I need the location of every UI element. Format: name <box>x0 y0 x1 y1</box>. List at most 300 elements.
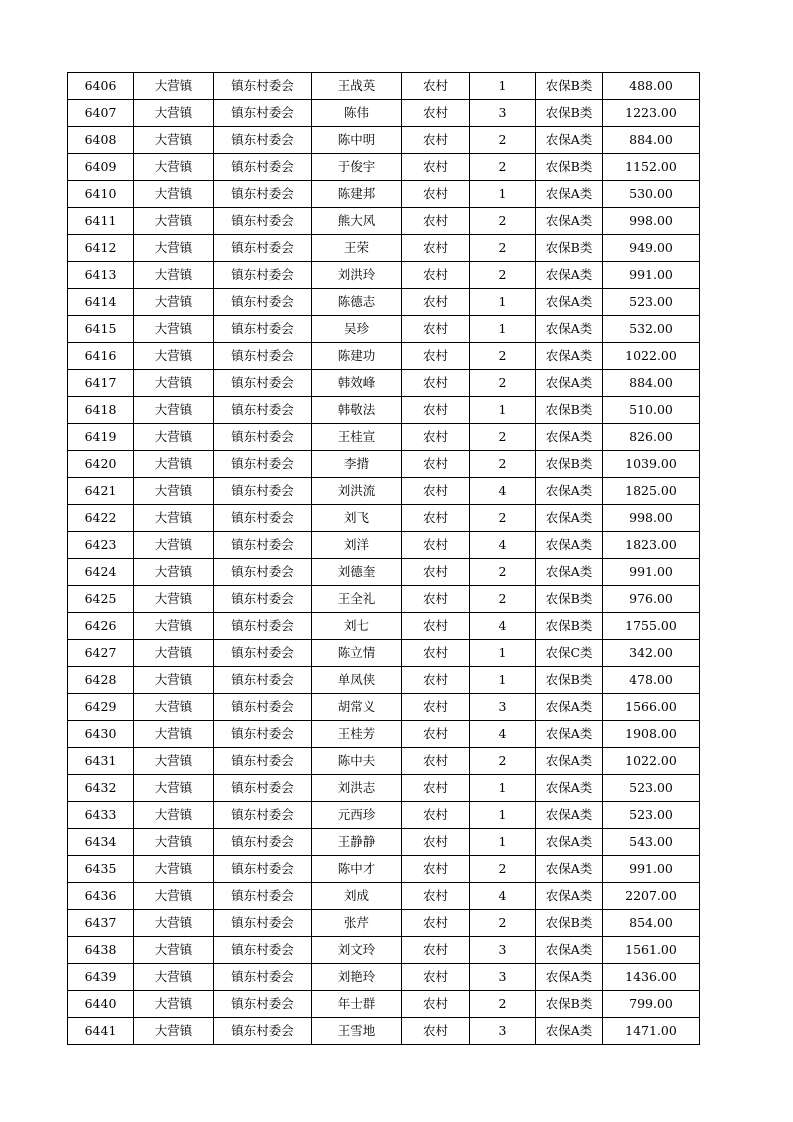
table-row <box>68 424 700 451</box>
area-type-cell: 农村 <box>402 991 470 1018</box>
area-type-cell: 农村 <box>402 289 470 316</box>
name-cell: 陈中才 <box>312 856 402 883</box>
table-row <box>68 964 700 991</box>
record-id-cell: 6406 <box>68 73 134 100</box>
record-id-cell: 6432 <box>68 775 134 802</box>
amount-cell: 854.00 <box>603 910 700 937</box>
household-count-cell: 2 <box>470 262 536 289</box>
name-cell: 陈建邦 <box>312 181 402 208</box>
amount-cell: 1566.00 <box>603 694 700 721</box>
town-cell: 大营镇 <box>134 478 214 505</box>
name-cell: 刘洪流 <box>312 478 402 505</box>
record-id-cell: 6409 <box>68 154 134 181</box>
amount-cell: 1471.00 <box>603 1018 700 1045</box>
household-count-cell: 2 <box>470 856 536 883</box>
name-cell: 单凤侠 <box>312 667 402 694</box>
category-cell: 农保B类 <box>536 586 603 613</box>
record-id-cell: 6426 <box>68 613 134 640</box>
town-cell: 大营镇 <box>134 748 214 775</box>
area-type-cell: 农村 <box>402 937 470 964</box>
town-cell: 大营镇 <box>134 262 214 289</box>
area-type-cell: 农村 <box>402 532 470 559</box>
town-cell: 大营镇 <box>134 532 214 559</box>
category-cell: 农保B类 <box>536 397 603 424</box>
household-count-cell: 3 <box>470 964 536 991</box>
household-count-cell: 1 <box>470 775 536 802</box>
town-cell: 大营镇 <box>134 937 214 964</box>
town-cell: 大营镇 <box>134 775 214 802</box>
table-row <box>68 991 700 1018</box>
amount-cell: 523.00 <box>603 802 700 829</box>
amount-cell: 1561.00 <box>603 937 700 964</box>
village-committee-cell: 镇东村委会 <box>214 1018 312 1045</box>
category-cell: 农保A类 <box>536 856 603 883</box>
table-row <box>68 127 700 154</box>
town-cell: 大营镇 <box>134 451 214 478</box>
household-count-cell: 2 <box>470 208 536 235</box>
town-cell: 大营镇 <box>134 208 214 235</box>
area-type-cell: 农村 <box>402 181 470 208</box>
category-cell: 农保A类 <box>536 775 603 802</box>
name-cell: 刘洪玲 <box>312 262 402 289</box>
area-type-cell: 农村 <box>402 451 470 478</box>
village-committee-cell: 镇东村委会 <box>214 910 312 937</box>
category-cell: 农保B类 <box>536 73 603 100</box>
town-cell: 大营镇 <box>134 397 214 424</box>
village-committee-cell: 镇东村委会 <box>214 559 312 586</box>
record-id-cell: 6416 <box>68 343 134 370</box>
area-type-cell: 农村 <box>402 802 470 829</box>
table-row <box>68 856 700 883</box>
name-cell: 王荣 <box>312 235 402 262</box>
name-cell: 元西珍 <box>312 802 402 829</box>
amount-cell: 523.00 <box>603 289 700 316</box>
household-count-cell: 2 <box>470 343 536 370</box>
town-cell: 大营镇 <box>134 154 214 181</box>
category-cell: 农保B类 <box>536 154 603 181</box>
village-committee-cell: 镇东村委会 <box>214 316 312 343</box>
area-type-cell: 农村 <box>402 586 470 613</box>
amount-cell: 998.00 <box>603 505 700 532</box>
household-count-cell: 3 <box>470 937 536 964</box>
town-cell: 大营镇 <box>134 640 214 667</box>
amount-cell: 1022.00 <box>603 748 700 775</box>
table-row <box>68 316 700 343</box>
household-count-cell: 2 <box>470 451 536 478</box>
table-row <box>68 667 700 694</box>
category-cell: 农保B类 <box>536 235 603 262</box>
record-id-cell: 6415 <box>68 316 134 343</box>
name-cell: 王全礼 <box>312 586 402 613</box>
town-cell: 大营镇 <box>134 235 214 262</box>
village-committee-cell: 镇东村委会 <box>214 829 312 856</box>
village-committee-cell: 镇东村委会 <box>214 883 312 910</box>
name-cell: 王雪地 <box>312 1018 402 1045</box>
area-type-cell: 农村 <box>402 262 470 289</box>
village-committee-cell: 镇东村委会 <box>214 154 312 181</box>
household-count-cell: 4 <box>470 532 536 559</box>
town-cell: 大营镇 <box>134 343 214 370</box>
area-type-cell: 农村 <box>402 721 470 748</box>
area-type-cell: 农村 <box>402 370 470 397</box>
record-id-cell: 6418 <box>68 397 134 424</box>
village-committee-cell: 镇东村委会 <box>214 640 312 667</box>
record-id-cell: 6431 <box>68 748 134 775</box>
town-cell: 大营镇 <box>134 856 214 883</box>
amount-cell: 1223.00 <box>603 100 700 127</box>
household-count-cell: 2 <box>470 370 536 397</box>
record-id-cell: 6440 <box>68 991 134 1018</box>
household-count-cell: 4 <box>470 478 536 505</box>
household-count-cell: 1 <box>470 802 536 829</box>
village-committee-cell: 镇东村委会 <box>214 181 312 208</box>
name-cell: 刘七 <box>312 613 402 640</box>
town-cell: 大营镇 <box>134 73 214 100</box>
area-type-cell: 农村 <box>402 127 470 154</box>
category-cell: 农保A类 <box>536 424 603 451</box>
household-count-cell: 2 <box>470 235 536 262</box>
record-id-cell: 6429 <box>68 694 134 721</box>
document-page <box>67 72 699 1045</box>
name-cell: 刘洋 <box>312 532 402 559</box>
village-committee-cell: 镇东村委会 <box>214 208 312 235</box>
category-cell: 农保A类 <box>536 802 603 829</box>
town-cell: 大营镇 <box>134 613 214 640</box>
area-type-cell: 农村 <box>402 964 470 991</box>
category-cell: 农保A类 <box>536 478 603 505</box>
village-committee-cell: 镇东村委会 <box>214 235 312 262</box>
household-count-cell: 2 <box>470 748 536 775</box>
area-type-cell: 农村 <box>402 424 470 451</box>
household-count-cell: 2 <box>470 154 536 181</box>
amount-cell: 530.00 <box>603 181 700 208</box>
record-id-cell: 6441 <box>68 1018 134 1045</box>
town-cell: 大营镇 <box>134 127 214 154</box>
table-row <box>68 721 700 748</box>
area-type-cell: 农村 <box>402 748 470 775</box>
village-committee-cell: 镇东村委会 <box>214 100 312 127</box>
record-id-cell: 6430 <box>68 721 134 748</box>
records-table <box>67 72 700 1045</box>
village-committee-cell: 镇东村委会 <box>214 937 312 964</box>
household-count-cell: 1 <box>470 181 536 208</box>
town-cell: 大营镇 <box>134 559 214 586</box>
amount-cell: 510.00 <box>603 397 700 424</box>
amount-cell: 478.00 <box>603 667 700 694</box>
category-cell: 农保B类 <box>536 667 603 694</box>
area-type-cell: 农村 <box>402 883 470 910</box>
amount-cell: 2207.00 <box>603 883 700 910</box>
amount-cell: 523.00 <box>603 775 700 802</box>
amount-cell: 1908.00 <box>603 721 700 748</box>
category-cell: 农保B类 <box>536 991 603 1018</box>
name-cell: 刘飞 <box>312 505 402 532</box>
area-type-cell: 农村 <box>402 100 470 127</box>
household-count-cell: 2 <box>470 127 536 154</box>
town-cell: 大营镇 <box>134 829 214 856</box>
name-cell: 王静静 <box>312 829 402 856</box>
area-type-cell: 农村 <box>402 559 470 586</box>
amount-cell: 1825.00 <box>603 478 700 505</box>
category-cell: 农保A类 <box>536 316 603 343</box>
area-type-cell: 农村 <box>402 343 470 370</box>
village-committee-cell: 镇东村委会 <box>214 424 312 451</box>
table-row <box>68 289 700 316</box>
village-committee-cell: 镇东村委会 <box>214 991 312 1018</box>
category-cell: 农保A类 <box>536 262 603 289</box>
amount-cell: 799.00 <box>603 991 700 1018</box>
name-cell: 陈德志 <box>312 289 402 316</box>
record-id-cell: 6438 <box>68 937 134 964</box>
table-row <box>68 235 700 262</box>
area-type-cell: 农村 <box>402 73 470 100</box>
category-cell: 农保B类 <box>536 100 603 127</box>
village-committee-cell: 镇东村委会 <box>214 667 312 694</box>
table-row <box>68 775 700 802</box>
village-committee-cell: 镇东村委会 <box>214 748 312 775</box>
record-id-cell: 6423 <box>68 532 134 559</box>
amount-cell: 1436.00 <box>603 964 700 991</box>
area-type-cell: 农村 <box>402 910 470 937</box>
amount-cell: 976.00 <box>603 586 700 613</box>
name-cell: 熊大风 <box>312 208 402 235</box>
village-committee-cell: 镇东村委会 <box>214 343 312 370</box>
village-committee-cell: 镇东村委会 <box>214 397 312 424</box>
table-row <box>68 154 700 181</box>
table-row <box>68 937 700 964</box>
record-id-cell: 6417 <box>68 370 134 397</box>
category-cell: 农保A类 <box>536 937 603 964</box>
table-row <box>68 532 700 559</box>
amount-cell: 998.00 <box>603 208 700 235</box>
amount-cell: 1823.00 <box>603 532 700 559</box>
record-id-cell: 6427 <box>68 640 134 667</box>
name-cell: 刘成 <box>312 883 402 910</box>
record-id-cell: 6424 <box>68 559 134 586</box>
category-cell: 农保C类 <box>536 640 603 667</box>
name-cell: 李揹 <box>312 451 402 478</box>
area-type-cell: 农村 <box>402 235 470 262</box>
village-committee-cell: 镇东村委会 <box>214 694 312 721</box>
town-cell: 大营镇 <box>134 424 214 451</box>
town-cell: 大营镇 <box>134 964 214 991</box>
town-cell: 大营镇 <box>134 721 214 748</box>
table-row <box>68 505 700 532</box>
town-cell: 大营镇 <box>134 694 214 721</box>
category-cell: 农保A类 <box>536 694 603 721</box>
table-row <box>68 343 700 370</box>
town-cell: 大营镇 <box>134 910 214 937</box>
area-type-cell: 农村 <box>402 775 470 802</box>
amount-cell: 884.00 <box>603 127 700 154</box>
table-row <box>68 640 700 667</box>
category-cell: 农保A类 <box>536 829 603 856</box>
household-count-cell: 3 <box>470 100 536 127</box>
record-id-cell: 6422 <box>68 505 134 532</box>
area-type-cell: 农村 <box>402 694 470 721</box>
household-count-cell: 2 <box>470 505 536 532</box>
record-id-cell: 6428 <box>68 667 134 694</box>
record-id-cell: 6436 <box>68 883 134 910</box>
area-type-cell: 农村 <box>402 208 470 235</box>
amount-cell: 1022.00 <box>603 343 700 370</box>
household-count-cell: 2 <box>470 910 536 937</box>
table-row <box>68 478 700 505</box>
record-id-cell: 6435 <box>68 856 134 883</box>
table-row <box>68 748 700 775</box>
record-id-cell: 6419 <box>68 424 134 451</box>
household-count-cell: 2 <box>470 424 536 451</box>
category-cell: 农保B类 <box>536 910 603 937</box>
table-row <box>68 451 700 478</box>
table-row <box>68 883 700 910</box>
household-count-cell: 1 <box>470 640 536 667</box>
name-cell: 年士群 <box>312 991 402 1018</box>
table-row <box>68 208 700 235</box>
category-cell: 农保A类 <box>536 748 603 775</box>
table-row <box>68 397 700 424</box>
amount-cell: 991.00 <box>603 262 700 289</box>
area-type-cell: 农村 <box>402 667 470 694</box>
village-committee-cell: 镇东村委会 <box>214 532 312 559</box>
category-cell: 农保A类 <box>536 208 603 235</box>
town-cell: 大营镇 <box>134 316 214 343</box>
name-cell: 陈中夫 <box>312 748 402 775</box>
table-body <box>68 73 700 1045</box>
record-id-cell: 6411 <box>68 208 134 235</box>
household-count-cell: 1 <box>470 73 536 100</box>
area-type-cell: 农村 <box>402 505 470 532</box>
amount-cell: 342.00 <box>603 640 700 667</box>
village-committee-cell: 镇东村委会 <box>214 802 312 829</box>
household-count-cell: 3 <box>470 694 536 721</box>
record-id-cell: 6410 <box>68 181 134 208</box>
area-type-cell: 农村 <box>402 316 470 343</box>
household-count-cell: 4 <box>470 613 536 640</box>
name-cell: 陈建功 <box>312 343 402 370</box>
household-count-cell: 2 <box>470 991 536 1018</box>
name-cell: 王桂宣 <box>312 424 402 451</box>
town-cell: 大营镇 <box>134 100 214 127</box>
name-cell: 胡常义 <box>312 694 402 721</box>
name-cell: 刘德奎 <box>312 559 402 586</box>
table-row <box>68 802 700 829</box>
category-cell: 农保A类 <box>536 559 603 586</box>
name-cell: 韩效峰 <box>312 370 402 397</box>
record-id-cell: 6439 <box>68 964 134 991</box>
name-cell: 王战英 <box>312 73 402 100</box>
category-cell: 农保A类 <box>536 343 603 370</box>
table-row <box>68 694 700 721</box>
town-cell: 大营镇 <box>134 991 214 1018</box>
table-row <box>68 1018 700 1045</box>
area-type-cell: 农村 <box>402 856 470 883</box>
amount-cell: 826.00 <box>603 424 700 451</box>
amount-cell: 884.00 <box>603 370 700 397</box>
table-row <box>68 613 700 640</box>
category-cell: 农保B类 <box>536 613 603 640</box>
name-cell: 陈伟 <box>312 100 402 127</box>
table-row <box>68 586 700 613</box>
village-committee-cell: 镇东村委会 <box>214 451 312 478</box>
household-count-cell: 1 <box>470 397 536 424</box>
household-count-cell: 1 <box>470 667 536 694</box>
category-cell: 农保A类 <box>536 883 603 910</box>
town-cell: 大营镇 <box>134 370 214 397</box>
category-cell: 农保A类 <box>536 505 603 532</box>
household-count-cell: 2 <box>470 559 536 586</box>
record-id-cell: 6412 <box>68 235 134 262</box>
amount-cell: 532.00 <box>603 316 700 343</box>
village-committee-cell: 镇东村委会 <box>214 262 312 289</box>
area-type-cell: 农村 <box>402 829 470 856</box>
name-cell: 韩敬法 <box>312 397 402 424</box>
category-cell: 农保A类 <box>536 181 603 208</box>
name-cell: 刘洪志 <box>312 775 402 802</box>
record-id-cell: 6420 <box>68 451 134 478</box>
household-count-cell: 1 <box>470 289 536 316</box>
town-cell: 大营镇 <box>134 586 214 613</box>
name-cell: 陈中明 <box>312 127 402 154</box>
village-committee-cell: 镇东村委会 <box>214 505 312 532</box>
table-row <box>68 370 700 397</box>
table-row <box>68 829 700 856</box>
area-type-cell: 农村 <box>402 154 470 181</box>
area-type-cell: 农村 <box>402 640 470 667</box>
table-row <box>68 910 700 937</box>
village-committee-cell: 镇东村委会 <box>214 127 312 154</box>
household-count-cell: 3 <box>470 1018 536 1045</box>
village-committee-cell: 镇东村委会 <box>214 721 312 748</box>
village-committee-cell: 镇东村委会 <box>214 73 312 100</box>
village-committee-cell: 镇东村委会 <box>214 370 312 397</box>
town-cell: 大营镇 <box>134 667 214 694</box>
town-cell: 大营镇 <box>134 181 214 208</box>
name-cell: 刘文玲 <box>312 937 402 964</box>
town-cell: 大营镇 <box>134 802 214 829</box>
village-committee-cell: 镇东村委会 <box>214 478 312 505</box>
category-cell: 农保A类 <box>536 370 603 397</box>
name-cell: 张芹 <box>312 910 402 937</box>
table-row <box>68 73 700 100</box>
record-id-cell: 6434 <box>68 829 134 856</box>
amount-cell: 488.00 <box>603 73 700 100</box>
village-committee-cell: 镇东村委会 <box>214 289 312 316</box>
category-cell: 农保A类 <box>536 1018 603 1045</box>
record-id-cell: 6433 <box>68 802 134 829</box>
town-cell: 大营镇 <box>134 289 214 316</box>
name-cell: 陈立情 <box>312 640 402 667</box>
amount-cell: 1039.00 <box>603 451 700 478</box>
town-cell: 大营镇 <box>134 505 214 532</box>
category-cell: 农保B类 <box>536 451 603 478</box>
category-cell: 农保A类 <box>536 964 603 991</box>
category-cell: 农保A类 <box>536 289 603 316</box>
town-cell: 大营镇 <box>134 883 214 910</box>
amount-cell: 1755.00 <box>603 613 700 640</box>
table-row <box>68 100 700 127</box>
area-type-cell: 农村 <box>402 397 470 424</box>
category-cell: 农保A类 <box>536 721 603 748</box>
area-type-cell: 农村 <box>402 1018 470 1045</box>
category-cell: 农保A类 <box>536 127 603 154</box>
record-id-cell: 6414 <box>68 289 134 316</box>
household-count-cell: 4 <box>470 883 536 910</box>
name-cell: 王桂芳 <box>312 721 402 748</box>
village-committee-cell: 镇东村委会 <box>214 856 312 883</box>
record-id-cell: 6408 <box>68 127 134 154</box>
record-id-cell: 6425 <box>68 586 134 613</box>
